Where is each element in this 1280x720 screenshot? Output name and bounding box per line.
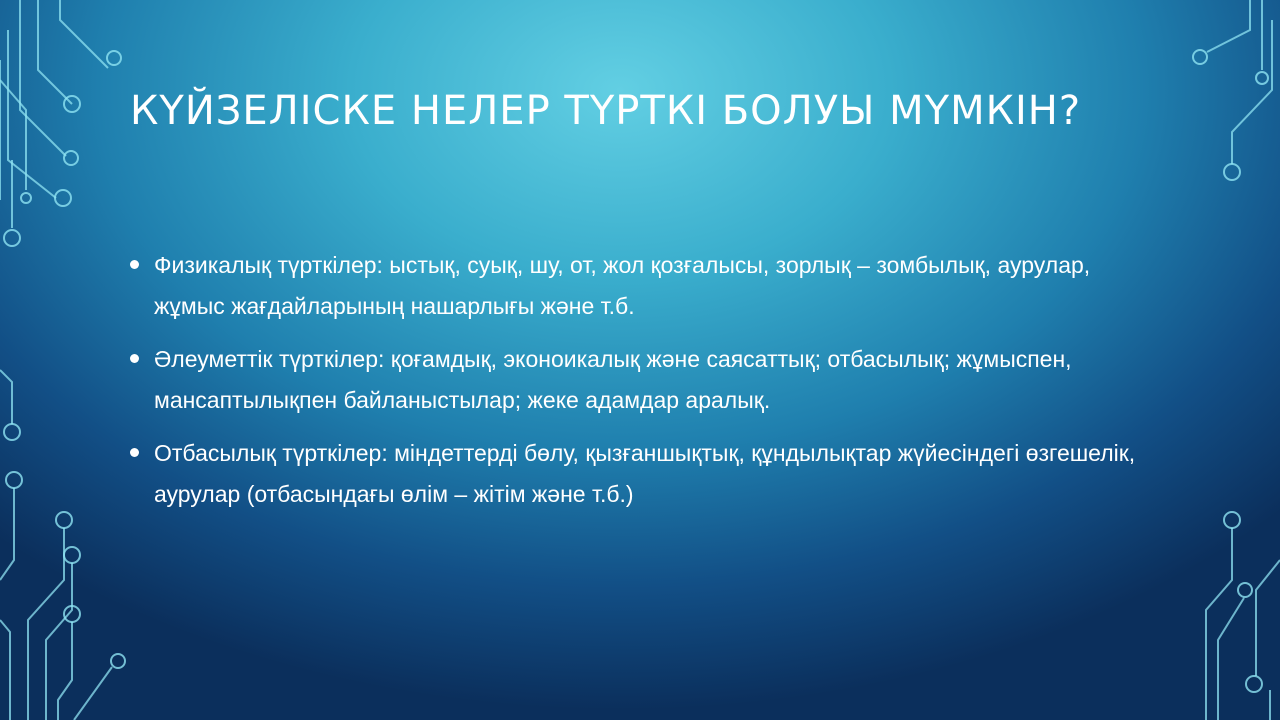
bullet-text: Отбасылық түрткілер: міндеттерді бөлу, қызғаншықтық, құндылықтар жүйесіндегі өзгешелік, аурулар (отбасындағы өлім – жітім және т.б.)	[154, 440, 1136, 507]
circuit-bottom-left	[0, 370, 125, 720]
bullet-list	[130, 245, 1150, 527]
circuit-top-left	[0, 0, 121, 246]
bullet-dot-icon	[130, 354, 139, 363]
circuit-bottom-right	[1206, 512, 1280, 720]
bullet-item-physical	[130, 245, 1150, 327]
bullet-text: Физикалық түрткілер: ыстық, суық, шу, от, жол қозғалысы, зорлық – зомбылық, аурулар, жұмыс жағдайларының нашарлығы және т.б.	[154, 252, 1091, 319]
circuit-top-right	[1193, 0, 1272, 180]
bullet-dot-icon	[130, 448, 139, 457]
bullet-item-social	[130, 339, 1150, 421]
bullet-dot-icon	[130, 260, 139, 269]
bullet-text: Әлеуметтік түрткілер: қоғамдық, эконоикалық және саясаттық; отбасылық; жұмыспен, мансаптылықпен байланыстылар; жеке адамдар аралық.	[154, 346, 1072, 413]
bullet-item-family	[130, 433, 1150, 515]
slide-title: КҮЙЗЕЛІСКЕ НЕЛЕР ТҮРТКІ БОЛУЫ МҮМКІН?	[130, 88, 1082, 134]
